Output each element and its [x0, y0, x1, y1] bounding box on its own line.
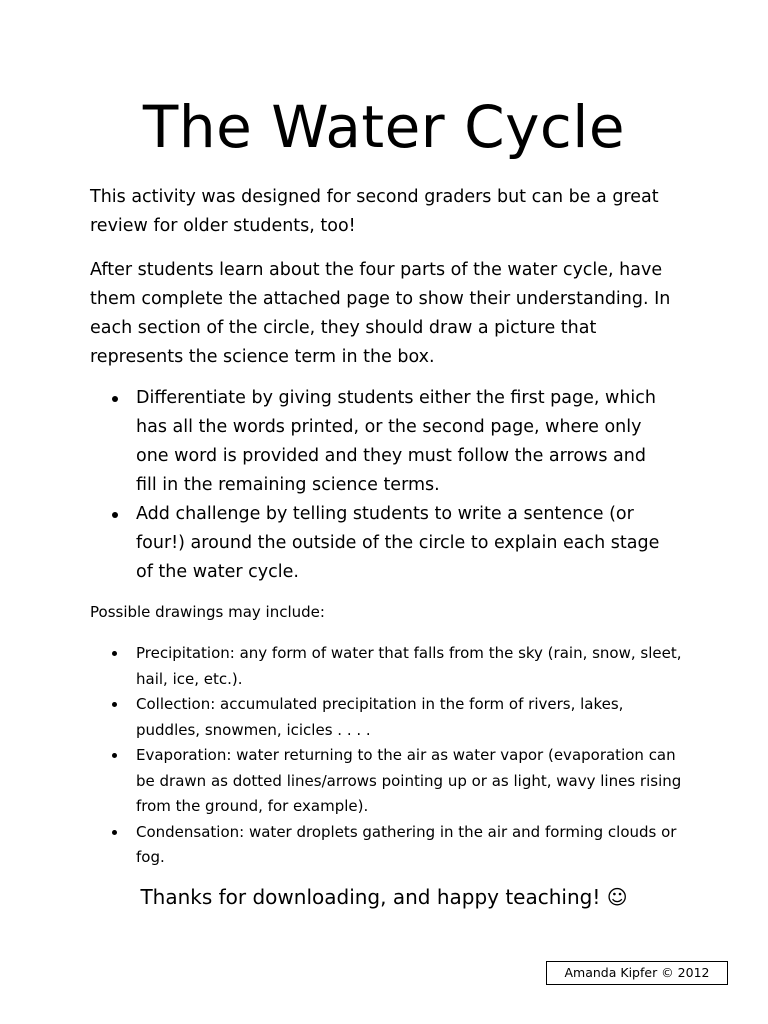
list-item: Evaporation: water returning to the air as water vapor (evaporation can be drawn as dotted lines/arrows pointing up or as light, wavy lines rising from the ground, for example). [92, 743, 682, 820]
list-item: Differentiate by giving students either the first page, which has all the words printed, or the second page, where only one word is provided and they must follow the arrows and fill in the remaining science terms. [92, 384, 672, 500]
instructions-paragraph: After students learn about the four parts of the water cycle, have them complete the attached page to show their understanding. In each section of the circle, they should draw a picture that represents the science term in the box. [90, 260, 671, 367]
intro-paragraph: This activity was designed for second graders but can be a great review for older students, too! [90, 187, 659, 236]
drawings-heading: Possible drawings may include: [90, 603, 325, 621]
closing-message: Thanks for downloading, and happy teaching! ☺ [140, 885, 628, 909]
list-item: Condensation: water droplets gathering in the air and forming clouds or fog. [92, 820, 682, 871]
drawings-list [92, 641, 682, 871]
author-credit: Amanda Kipfer © 2012 [546, 961, 728, 985]
list-item: Precipitation: any form of water that falls from the sky (rain, snow, sleet, hail, ice, etc.). [92, 641, 682, 692]
list-item: Collection: accumulated precipitation in the form of rivers, lakes, puddles, snowmen, icicles . . . . [92, 692, 682, 743]
page-title: The Water Cycle [142, 93, 626, 161]
list-item: Add challenge by telling students to write a sentence (or four!) around the outside of the circle to explain each stage of the water cycle. [92, 500, 672, 587]
differentiation-list [92, 384, 672, 587]
